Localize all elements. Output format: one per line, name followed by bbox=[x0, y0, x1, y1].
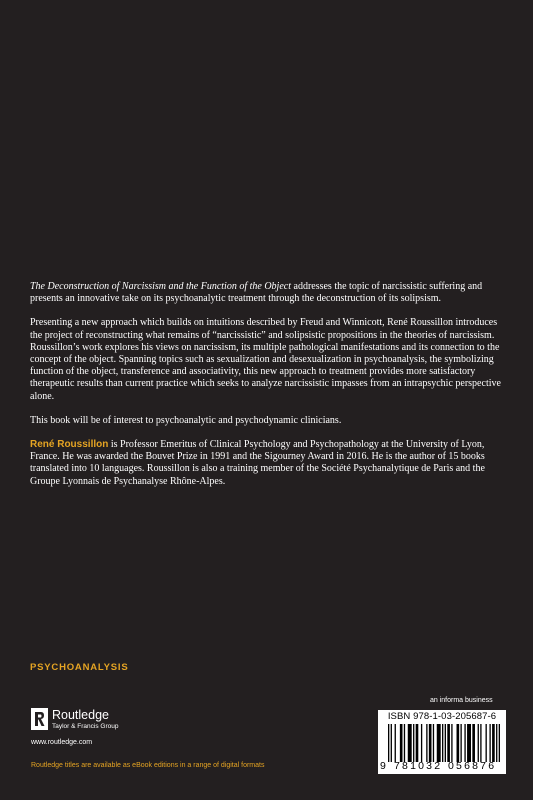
blurb-paragraph-1 bbox=[30, 281, 506, 305]
routledge-logo-icon bbox=[31, 708, 48, 730]
barcode-bar bbox=[447, 724, 450, 762]
ebook-note: Routledge titles are available as eBook editions in a range of digital formats bbox=[31, 762, 265, 769]
barcode-bar bbox=[413, 724, 414, 762]
barcode-bar bbox=[404, 724, 405, 762]
barcode-bar bbox=[478, 724, 479, 762]
barcode-bar bbox=[472, 724, 475, 762]
barcode-bar bbox=[416, 724, 419, 762]
barcode-bars bbox=[388, 724, 500, 762]
barcode-bar bbox=[437, 724, 441, 762]
barcode-bar bbox=[480, 724, 481, 762]
blurb-paragraph-1-text: addresses the topic of narcissistic suffering and presents an innovative take on its psychoanalytic treatment through the deconstruction of its solipsism. bbox=[30, 281, 483, 305]
publisher-group: Taylor & Francis Group bbox=[52, 723, 119, 730]
barcode-bar bbox=[433, 724, 434, 762]
barcode-bar bbox=[486, 724, 487, 762]
barcode-right-digits: 056876 bbox=[448, 760, 497, 772]
barcode-bar bbox=[395, 724, 396, 762]
barcode-bar bbox=[496, 724, 497, 762]
informa-tagline: an informa business bbox=[430, 697, 493, 704]
barcode-bar bbox=[499, 724, 500, 762]
barcode-bar bbox=[421, 724, 422, 762]
barcode-bar bbox=[464, 724, 465, 762]
barcode-bar bbox=[451, 724, 452, 762]
publisher-website: www.routledge.com bbox=[31, 739, 93, 746]
author-bio bbox=[30, 439, 506, 488]
barcode-bar bbox=[442, 724, 443, 762]
barcode-bar bbox=[400, 724, 403, 762]
barcode-bar bbox=[426, 724, 427, 762]
barcode-bar bbox=[408, 724, 412, 762]
isbn-number: ISBN 978-1-03-205687-6 bbox=[387, 711, 497, 722]
barcode-digits bbox=[378, 760, 506, 774]
barcode-bar bbox=[388, 724, 389, 762]
author-bio-text: is Professor Emeritus of Clinical Psychology and Psychopathology at the University of Lyon, France. He was awarded the Bouvet Prize in 1991 and the Sigourney Award in 2016. He is the author of 15 books translated into 10 languages. Roussillon is also a training member of the Société Psychanalytique de Paris and the Groupe Lyonnais de Psychanalyse Rhône-Alpes. bbox=[30, 439, 485, 487]
book-title: The Deconstruction of Narcissism and the Function of the Object bbox=[30, 281, 291, 292]
barcode-bar bbox=[467, 724, 471, 762]
barcode-bar bbox=[445, 724, 446, 762]
isbn-barcode bbox=[378, 710, 506, 774]
blurb bbox=[30, 281, 506, 500]
barcode-left-digits: 781032 bbox=[394, 760, 443, 772]
subject-category: PSYCHOANALYSIS bbox=[30, 662, 129, 673]
author-name: René Roussillon bbox=[30, 439, 109, 451]
publisher-name: Routledge bbox=[52, 708, 109, 722]
barcode-bar bbox=[492, 724, 495, 762]
barcode-lead-digit: 9 bbox=[380, 760, 386, 772]
barcode-bar bbox=[489, 724, 490, 762]
blurb-paragraph-2: Presenting a new approach which builds on intuitions described by Freud and Winnicott, René Roussillon introduces the project of reconstructing what remains of “narcissistic” and solipsistic propositions in the theories of narcissism. Roussillon’s work explores his views on narcissism, its multiple pathological manifestations and its connection to the concept of the object. Spanning topics such as sexualization and desexualization in psychoanalysis, the symbolizing function of the object, transference and associativity, this new approach to treatment provides more satisfactory therapeutic results than current practice which seeks to analyze narcissistic impasses from an intrapsychic perspective alone. bbox=[30, 317, 501, 402]
barcode-bar bbox=[391, 724, 392, 762]
barcode-bar bbox=[429, 724, 432, 762]
barcode-bar bbox=[457, 724, 460, 762]
blurb-paragraph-3: This book will be of interest to psychoanalytic and psychodynamic clinicians. bbox=[30, 414, 342, 426]
barcode-bar bbox=[460, 724, 461, 762]
